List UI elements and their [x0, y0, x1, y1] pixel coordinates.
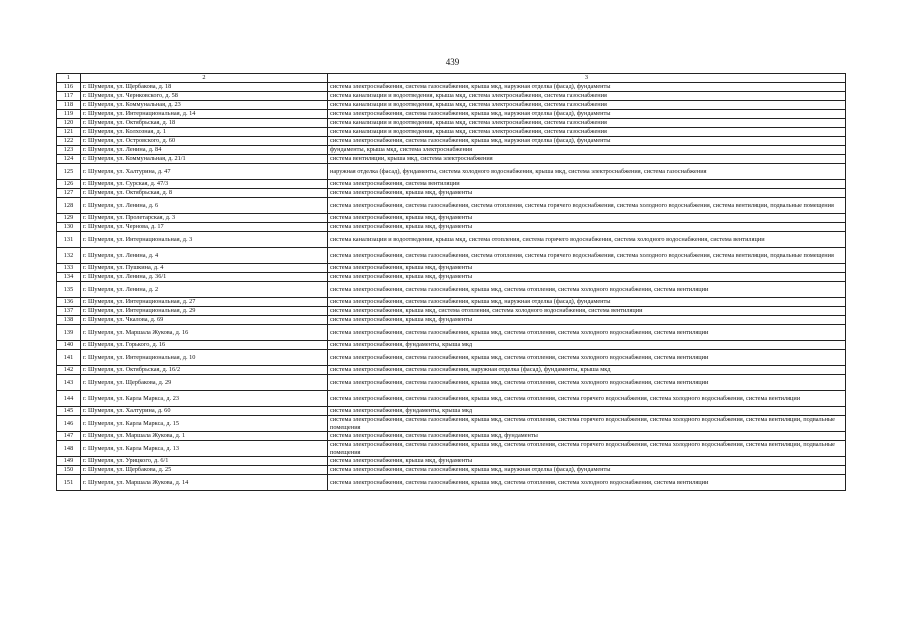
row-address: г. Шумерля, ул. Чернова, д. 17 [81, 223, 328, 232]
row-address: г. Шумерля, ул. Маршала Жукова, д. 1 [81, 432, 328, 441]
row-works: система электроснабжения, крыша мкд, фундаменты [328, 264, 846, 273]
row-number: 140 [57, 341, 81, 350]
table-row [57, 350, 846, 366]
row-number: 117 [57, 92, 81, 101]
row-number: 128 [57, 198, 81, 214]
table-row [57, 457, 846, 466]
row-works: система электроснабжения, крыша мкд, фундаменты [328, 189, 846, 198]
table-row [57, 223, 846, 232]
row-works: система электроснабжения, система газоснабжения, наружная отделка (фасад), фундаменты, крыша мкд [328, 366, 846, 375]
table-row [57, 325, 846, 341]
row-works: система вентиляции, крыша мкд, система электроснабжения [328, 155, 846, 164]
row-address: г. Шумерля, ул. Карла Маркса, д. 15 [81, 416, 328, 432]
row-works: система электроснабжения, система газоснабжения, крыша мкд, наружная отделка (фасад), фундаменты [328, 298, 846, 307]
row-number: 144 [57, 391, 81, 407]
row-works: система электроснабжения, система газоснабжения, крыша мкд, система отопления, система холодного водоснабжения, система вентиляции [328, 375, 846, 391]
row-works: система электроснабжения, крыша мкд, фундаменты [328, 316, 846, 325]
row-works: система электроснабжения, фундаменты, крыша мкд [328, 341, 846, 350]
row-works: система электроснабжения, система газоснабжения, крыша мкд, система отопления, система холодного водоснабжения, система вентиляции [328, 350, 846, 366]
table-row [57, 164, 846, 180]
row-address: г. Шумерля, ул. Интернациональная, д. 10 [81, 350, 328, 366]
header-col-works: 3 [328, 74, 846, 83]
table-row [57, 264, 846, 273]
table-row [57, 391, 846, 407]
row-number: 134 [57, 273, 81, 282]
row-address: г. Шумерля, ул. Октябрьская, д. 18 [81, 119, 328, 128]
table-row [57, 416, 846, 432]
row-number: 149 [57, 457, 81, 466]
row-works: система канализации и водоотведения, крыша мкд, система электроснабжения, система газоснабжения [328, 92, 846, 101]
row-address: г. Шумерля, ул. Чернковского, д. 58 [81, 92, 328, 101]
row-works: система электроснабжения, система газоснабжения, система отопления, система горячего водоснабжения, система холодного водоснабжения, система вентиляции, подвальные помещения [328, 248, 846, 264]
table-row [57, 475, 846, 491]
table-row [57, 341, 846, 350]
row-number: 119 [57, 110, 81, 119]
row-works: система электроснабжения, крыша мкд, фундаменты [328, 273, 846, 282]
row-address: г. Шумерля, ул. Колхозная, д. 1 [81, 128, 328, 137]
row-works: система электроснабжения, крыша мкд, фундаменты [328, 214, 846, 223]
row-number: 126 [57, 180, 81, 189]
table-row [57, 432, 846, 441]
row-address: г. Шумерля, ул. Коммунальная, д. 21/1 [81, 155, 328, 164]
row-address: г. Шумерля, ул. Сурская, д. 47/3 [81, 180, 328, 189]
row-number: 138 [57, 316, 81, 325]
row-works: система электроснабжения, система газоснабжения, крыша мкд, наружная отделка (фасад), фундаменты [328, 137, 846, 146]
table-row [57, 375, 846, 391]
row-number: 125 [57, 164, 81, 180]
table-row [57, 232, 846, 248]
row-works: система электроснабжения, система газоснабжения, крыша мкд, наружная отделка (фасад), фундаменты [328, 466, 846, 475]
row-number: 145 [57, 407, 81, 416]
row-address: г. Шумерля, ул. Коммунальная, д. 23 [81, 101, 328, 110]
row-address: г. Шумерля, ул. Халтурина, д. 60 [81, 407, 328, 416]
row-address: г. Шумерля, ул. Пролетарская, д. 3 [81, 214, 328, 223]
table-row [57, 92, 846, 101]
row-address: г. Шумерля, ул. Интернациональная, д. 3 [81, 232, 328, 248]
row-address: г. Шумерля, ул. Интернациональная, д. 29 [81, 307, 328, 316]
table-row [57, 146, 846, 155]
row-works: система электроснабжения, система газоснабжения, крыша мкд, система отопления, система горячего водоснабжения, система холодного водоснабжения, система вентиляции, подвальные помещения [328, 416, 846, 432]
row-works: система электроснабжения, крыша мкд, фундаменты [328, 457, 846, 466]
table-row [57, 282, 846, 298]
row-works: система электроснабжения, система вентиляции [328, 180, 846, 189]
row-number: 136 [57, 298, 81, 307]
row-number: 120 [57, 119, 81, 128]
row-number: 143 [57, 375, 81, 391]
page-number: 439 [445, 57, 460, 67]
table-row [57, 137, 846, 146]
row-number: 132 [57, 248, 81, 264]
row-number: 124 [57, 155, 81, 164]
row-works: система канализации и водоотведения, крыша мкд, система электроснабжения, система газоснабжения [328, 128, 846, 137]
row-works: система электроснабжения, система газоснабжения, крыша мкд, наружная отделка (фасад), фундаменты [328, 83, 846, 92]
row-address: г. Шумерля, ул. Маршала Жукова, д. 14 [81, 475, 328, 491]
row-number: 118 [57, 101, 81, 110]
row-address: г. Шумерля, ул. Чкалова, д. 69 [81, 316, 328, 325]
row-number: 122 [57, 137, 81, 146]
table-header-row [57, 74, 846, 83]
row-works: наружная отделка (фасад), фундаменты, система холодного водоснабжения, крыша мкд, система электроснабжения, система газоснабжения [328, 164, 846, 180]
row-address: г. Шумерля, ул. Октябрьская, д. 8 [81, 189, 328, 198]
row-works: система электроснабжения, фундаменты, крыша мкд [328, 407, 846, 416]
table-row [57, 466, 846, 475]
row-works: система электроснабжения, система газоснабжения, крыша мкд, система отопления, система холодного водоснабжения, система вентиляции [328, 475, 846, 491]
row-number: 141 [57, 350, 81, 366]
table-row [57, 316, 846, 325]
row-address: г. Шумерля, ул. Карла Маркса, д. 23 [81, 391, 328, 407]
row-address: г. Шумерля, ул. Интернациональная, д. 14 [81, 110, 328, 119]
table-row [57, 180, 846, 189]
row-works: система канализации и водоотведения, крыша мкд, система электроснабжения, система газоснабжения [328, 101, 846, 110]
row-address: г. Шумерля, ул. Маршала Жукова, д. 16 [81, 325, 328, 341]
row-works: фундаменты, крыша мкд, система электроснабжения [328, 146, 846, 155]
row-address: г. Шумерля, ул. Ленина, д. 2 [81, 282, 328, 298]
row-number: 147 [57, 432, 81, 441]
row-number: 129 [57, 214, 81, 223]
table-row [57, 214, 846, 223]
row-works: система канализации и водоотведения, крыша мкд, система электроснабжения, система газоснабжения [328, 119, 846, 128]
row-address: г. Шумерля, ул. Горького, д. 16 [81, 341, 328, 350]
row-number: 127 [57, 189, 81, 198]
row-address: г. Шумерля, ул. Щербакова, д. 18 [81, 83, 328, 92]
table-row [57, 366, 846, 375]
row-number: 137 [57, 307, 81, 316]
row-address: г. Шумерля, ул. Пушкина, д. 4 [81, 264, 328, 273]
row-works: система электроснабжения, система газоснабжения, крыша мкд, наружная отделка (фасад), фундаменты [328, 110, 846, 119]
row-number: 130 [57, 223, 81, 232]
row-number: 131 [57, 232, 81, 248]
table-row [57, 273, 846, 282]
row-number: 150 [57, 466, 81, 475]
row-address: г. Шумерля, ул. Щербакова, д. 29 [81, 375, 328, 391]
row-works: система электроснабжения, крыша мкд, фундаменты [328, 223, 846, 232]
table-row [57, 119, 846, 128]
row-number: 116 [57, 83, 81, 92]
row-address: г. Шумерля, ул. Урицкого, д. 6/1 [81, 457, 328, 466]
row-works: система электроснабжения, система газоснабжения, крыша мкд, система отопления, система холодного водоснабжения, система вентиляции [328, 282, 846, 298]
row-works: система электроснабжения, крыша мкд, система отопления, система холодного водоснабжения, система вентиляции [328, 307, 846, 316]
row-works: система электроснабжения, система газоснабжения, крыша мкд, система отопления, система холодного водоснабжения, система вентиляции [328, 325, 846, 341]
row-number: 121 [57, 128, 81, 137]
row-number: 151 [57, 475, 81, 491]
row-number: 142 [57, 366, 81, 375]
row-works: система электроснабжения, система газоснабжения, крыша мкд, фундаменты [328, 432, 846, 441]
table-row [57, 110, 846, 119]
row-number: 146 [57, 416, 81, 432]
row-address: г. Шумерля, ул. Ленина, д. 4 [81, 248, 328, 264]
table-row [57, 101, 846, 110]
table-row [57, 189, 846, 198]
table-row [57, 307, 846, 316]
table-row [57, 298, 846, 307]
row-works: система канализации и водоотведения, крыша мкд, система отопления, система горячего водоснабжения, система холодного водоснабжения, система вентиляции [328, 232, 846, 248]
row-address: г. Шумерля, ул. Карла Маркса, д. 13 [81, 441, 328, 457]
row-number: 148 [57, 441, 81, 457]
row-number: 123 [57, 146, 81, 155]
row-works: система электроснабжения, система газоснабжения, система отопления, система горячего водоснабжения, система холодного водоснабжения, система вентиляции, подвальные помещения [328, 198, 846, 214]
row-address: г. Шумерля, ул. Ленина, д. 6 [81, 198, 328, 214]
header-col-number: 1 [57, 74, 81, 83]
row-address: г. Шумерля, ул. Ленина, д. 36/1 [81, 273, 328, 282]
table-row [57, 248, 846, 264]
table-row [57, 128, 846, 137]
row-works: система электроснабжения, система газоснабжения, крыша мкд, система отопления, система горячего водоснабжения, система холодного водоснабжения, система вентиляции, подвальные помещения [328, 441, 846, 457]
header-col-address: 2 [81, 74, 328, 83]
row-address: г. Шумерля, ул. Ленина, д. 84 [81, 146, 328, 155]
repair-works-table [56, 73, 846, 491]
table-row [57, 155, 846, 164]
table-row [57, 83, 846, 92]
row-address: г. Шумерля, ул. Халтурина, д. 47 [81, 164, 328, 180]
table-row [57, 198, 846, 214]
row-address: г. Шумерля, ул. Октябрьская, д. 16/2 [81, 366, 328, 375]
row-number: 133 [57, 264, 81, 273]
row-address: г. Шумерля, ул. Интернациональная, д. 27 [81, 298, 328, 307]
table-row [57, 441, 846, 457]
row-address: г. Шумерля, ул. Щербакова, д. 25 [81, 466, 328, 475]
table-row [57, 407, 846, 416]
row-address: г. Шумерля, ул. Островского, д. 60 [81, 137, 328, 146]
row-number: 139 [57, 325, 81, 341]
row-works: система электроснабжения, система газоснабжения, крыша мкд, система отопления, система горячего водоснабжения, система холодного водоснабжения, система вентиляции [328, 391, 846, 407]
row-number: 135 [57, 282, 81, 298]
